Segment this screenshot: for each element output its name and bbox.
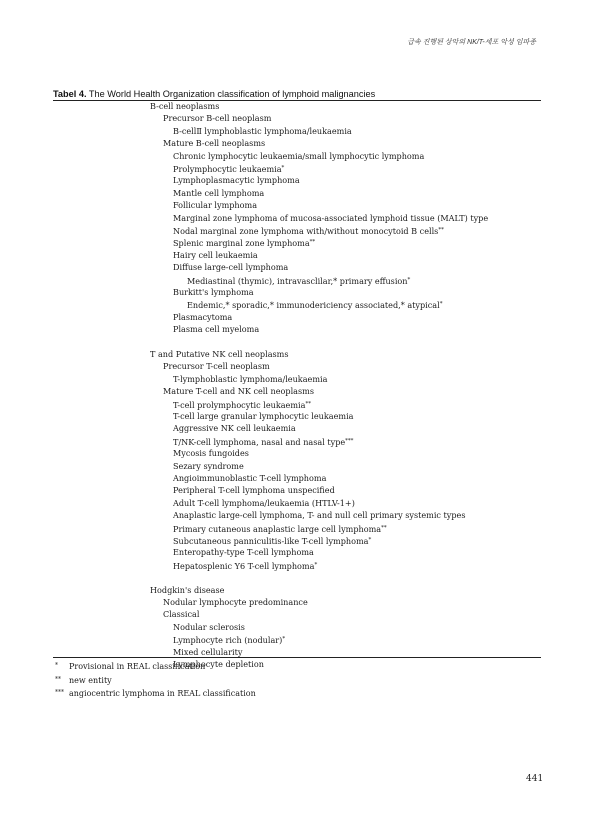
entry-text: Aggressive NK cell leukaemia: [173, 423, 296, 434]
footnote-marker: *: [439, 301, 443, 308]
list-item: [173, 436, 353, 447]
list-item: [173, 225, 444, 236]
entry-text: Prolymphocytic leukaemia: [173, 164, 282, 174]
subcategory-heading: [163, 597, 308, 607]
entry-text: Mediastinal (thymic), intravasclilar,* primary effusion: [187, 275, 408, 286]
entry-text: B-cell neoplasms: [150, 101, 220, 111]
table-bottom-rule: [53, 657, 541, 658]
entry-text: Lymphoplasmacytic lymphoma: [173, 175, 300, 186]
entry-text: Hodgkin's disease: [150, 584, 225, 595]
entry-text: Subcutaneous panniculitis-like T-cell lymphoma: [173, 536, 369, 546]
table-number: Tabel 4.: [53, 89, 87, 99]
list-item: [173, 324, 259, 334]
list-item: [173, 175, 300, 185]
entry-text: B-cellⅡ lymphoblastic lymphoma/leukaemia: [173, 125, 352, 136]
entry-text: Mature T-cell and NK cell neoplasms: [163, 386, 314, 397]
list-item: [173, 399, 311, 410]
footnote-text: angiocentric lymphoma in REAL classification: [69, 689, 256, 698]
list-item: [173, 213, 488, 223]
entry-text: Anaplastic large-cell lymphoma, T- and null cell primary systemic types: [173, 510, 466, 521]
footnote-marker: ***: [345, 437, 354, 444]
footnote-marker: *: [281, 165, 285, 171]
entry-text: Enteropathy-type T-cell lymphoma: [173, 547, 314, 558]
entry-text: Precursor T-cell neoplasm: [163, 361, 270, 372]
category-heading: [150, 101, 219, 111]
entry-text: T-cell prolymphocytic leukaemia: [173, 399, 306, 410]
footnote-marker: *: [368, 537, 372, 543]
subcategory-heading: [163, 361, 270, 371]
entry-text: Endemic,* sporadic,* immunodericiency associated,* atypical: [187, 300, 440, 311]
footnote-marker: **: [309, 239, 316, 246]
entry-text: T and Putative NK cell neoplasms: [150, 349, 289, 359]
entry-text: Hepatosplenic Y6 T-cell lymphoma: [173, 560, 315, 571]
footnote-marker: **: [305, 400, 311, 407]
entry-text: Primary cutaneous anaplastic large cell lymphoma: [173, 523, 382, 534]
list-item: [173, 535, 371, 546]
list-item: [173, 188, 264, 198]
entry-text: Mantle cell lymphoma: [173, 187, 265, 198]
list-item: [173, 163, 284, 174]
footnote-text: new entity: [69, 675, 112, 685]
list-item: [173, 560, 317, 571]
entry-text: Lymphocyte rich (nodular): [173, 635, 283, 646]
list-item: [173, 634, 285, 645]
entry-text: T/NK-cell lymphoma, nasal and nasal type: [173, 436, 346, 447]
entry-text: Sezary syndrome: [173, 460, 244, 471]
entry-text: Hairy cell leukaemia: [173, 249, 258, 260]
footnote-marker: *: [314, 561, 318, 568]
entry-text: Mature B-cell neoplasms: [163, 138, 266, 149]
list-item: [173, 250, 258, 260]
table-top-rule: [53, 100, 541, 101]
list-item: [187, 299, 442, 310]
entry-text: Diffuse large-cell lymphoma: [173, 262, 289, 273]
entry-text: Peripheral T-cell lymphoma unspecified: [173, 485, 335, 496]
entry-text: Marginal zone lymphoma of mucosa-associated lymphoid tissue (MALT) type: [173, 212, 489, 223]
entry-text: Nodular lymphocyte predominance: [163, 597, 308, 607]
footnote: [55, 687, 256, 701]
entry-text: T-cell large granular lymphocytic leukaemia: [173, 411, 354, 421]
category-heading: [150, 349, 289, 359]
category-heading: [150, 585, 224, 595]
footnote-symbol: **: [55, 675, 61, 683]
list-item: [173, 312, 232, 322]
list-item: [173, 262, 288, 272]
footnote-text: Provisional in REAL classification: [69, 662, 206, 671]
entry-text: Angioimmunoblastic T-cell lymphoma: [173, 473, 327, 483]
list-item: [173, 237, 315, 248]
list-item: [173, 423, 296, 433]
entry-text: Follicular lymphoma: [173, 200, 258, 211]
subcategory-heading: [163, 138, 265, 148]
list-item: [173, 126, 352, 136]
footnote-symbol: ***: [55, 689, 64, 696]
list-item: [173, 485, 335, 495]
footnote: [55, 674, 256, 688]
list-item: [173, 498, 355, 508]
table-caption: [53, 89, 375, 99]
footnote-symbol: *: [55, 662, 58, 669]
entry-text: Precursor B-cell neoplasm: [163, 113, 272, 124]
page-number: 441: [526, 774, 544, 784]
entry-text: Nodal marginal zone lymphoma with/without monocytoid B cells: [173, 226, 439, 236]
subcategory-heading: [163, 386, 314, 396]
running-head: 급속 진행된 상악의 NK/T-세포 악성 임파종: [407, 39, 536, 46]
subcategory-heading: [163, 609, 199, 619]
entry-text: Burkitt's lymphoma: [173, 287, 254, 297]
footnote-marker: *: [407, 276, 411, 283]
list-item: [173, 448, 249, 458]
entry-text: Plasmacytoma: [173, 311, 233, 322]
list-item: [173, 547, 314, 557]
footnote-marker: **: [381, 524, 387, 531]
list-item: [173, 374, 327, 384]
footnotes: [55, 660, 256, 701]
entry-text: Nodular sclerosis: [173, 621, 245, 632]
footnote-marker: **: [438, 227, 444, 233]
entry-text: Adult T-cell lymphoma/leukaemia (HTLV-1+): [173, 497, 355, 508]
entry-text: Mixed cellularity: [173, 646, 243, 657]
list-item: [173, 411, 354, 421]
list-item: [173, 647, 242, 657]
list-item: [173, 461, 244, 471]
entry-text: Chronic lymphocytic leukaemia/small lymphocytic lymphoma: [173, 150, 425, 161]
list-item: [173, 523, 387, 534]
footnote: [55, 660, 256, 674]
list-item: [187, 275, 410, 286]
list-item: [173, 200, 257, 210]
list-item: [173, 287, 254, 297]
list-item: [173, 510, 466, 520]
entry-text: Lymphocyte depletion: [173, 659, 264, 669]
list-item: [173, 151, 424, 161]
entry-text: T-lymphoblastic lymphoma/leukaemia: [173, 373, 328, 384]
list-item: [173, 622, 245, 632]
entry-text: Classical: [163, 609, 200, 620]
list-item: [173, 473, 326, 483]
subcategory-heading: [163, 113, 271, 123]
entry-text: Splenic marginal zone lymphoma: [173, 238, 310, 249]
footnote-marker: *: [282, 636, 286, 643]
table-title: The World Health Organization classification of lymphoid malignancies: [86, 89, 376, 99]
entry-text: Plasma cell myeloma: [173, 324, 260, 335]
entry-text: Mycosis fungoides: [173, 448, 249, 459]
